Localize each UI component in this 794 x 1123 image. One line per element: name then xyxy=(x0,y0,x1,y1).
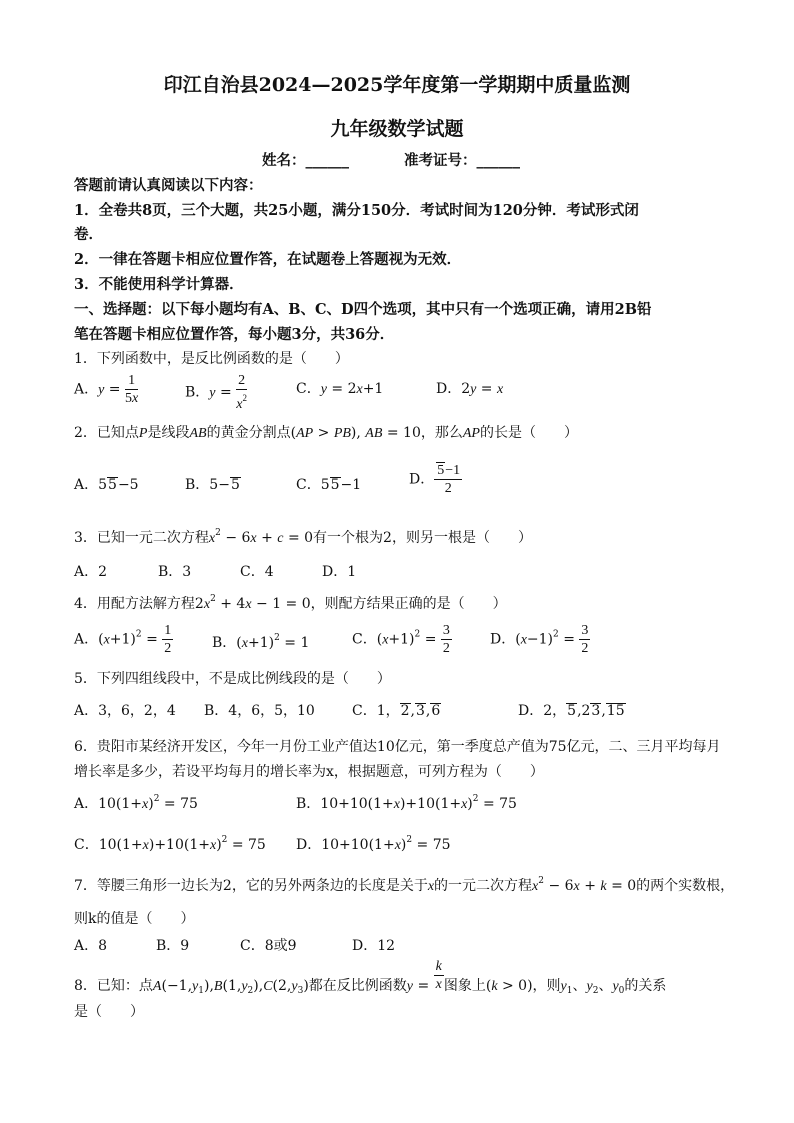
exam-title: 印江自治县2024—2025学年度第一学期期中质量监测 xyxy=(163,74,631,96)
question-7: 7．等腰三角形一边长为2，它的另外两条边的长度是关于x的一元二次方程$x^2 - 6x + k = 0$的两个实数根， xyxy=(74,876,735,894)
question-5: 5．下列四组线段中，不是成比例线段的是（ ） xyxy=(74,671,391,687)
question-3: 3．已知一元二次方程$x^2 - 6x + c = 0$有一个根为2，则另一根是（ ） xyxy=(74,528,532,546)
instruction-3: 3．不能使用科学计算器． xyxy=(74,276,244,293)
exam-subtitle: 九年级数学试题 xyxy=(330,118,464,140)
question-8-cont: 是（ ） xyxy=(74,1004,144,1020)
question-6: 6．贵阳市某经济开发区，今年一月份工业产值达10亿元，第一季度总产值为75亿元，二、三月平均每月 xyxy=(74,739,721,755)
exam-page: 印江自治县2024—2025学年度第一学期期中质量监测 九年级数学试题 姓名：______ 准考证号：______ 答题前请认真阅读以下内容： 1．全卷共8页，三个大题，共25小题，满分150分．考试时间为120分钟．考试形式闭 卷． 2．一律在答题卡相应位置作答，在试题卷上答题视为无效． 3．不能使用科学计算器． 一、选择题：以下每小题均有A、B、C、D四个选项，其中只有一个选项正确，请用2B铅 笔在答题卡相应位置作答，每小题3分，共36分． 1．下列函数中，是反比例函数的是（ ） A．y = $\frac{1}{5x}$ B．y = $\frac{2}{x^2}$ C．y = 2x+1 D．2y = x 2．已知点P是线段AB的黄金分割点(AP > PB), AB = 10，那么AP的长是（ ） A．55−5 B．5−5 C．55−1 D． $\frac{5-1}{2}$ 3．已知一元二次方程$x^2 - 6x + c = 0$有一个根为2，则另一根是（ ） A．2 B．3 C．4 D．1 4．用配方法解方程$2x^2 + 4x - 1 = 0$，则配方结果正确的是（ ） A．$(x+1)^2$ = $\frac{1}{2}$ B．$(x+1)^2 = 1$ C．$(x+1)^2$ = $\frac{3}{2}$ D．$(x-1)^2$ = $\frac{3}{2}$ 5．下列四组线段中，不是成比例线段的是（ ） A．3，6，2，4 B．4，6，5，10 C．1，2,3,6 D．2，5,23,15 6．贵阳市某经济开发区，今年一月份工业产值达10亿元，第一季度总产值为75亿元，二、三月平均每月 增长率是多少，若设平均每月的增长率为x，根据题意，可列方程为（ ） A．$10(1+x)^2 = 75$ B．$10+10(1+x)+10(1+x)^2 = 75$ C．$10(1+x)+10(1+x)^2 = 75$ D．$10+10(1+x)^2 = 75$ 7．等腰三角形一边长为2，它的另外两条边的长度是关于x的一元二次方程$x^2 - 6x + k = 0$的两个实数根， 则k的值是（ ） A．8 B．9 C．8或9 D．12 8．已知：点$A(-1,y_1),B(1,y_2),C(2,y_3)$都在反比例函数y = $\frac{k}{x}$ 图象上(k > 0)，则$y_1$、$y_2$、$y_0$的关系 是（ ） xyxy=(0,0,794,1123)
question-2: 2．已知点P是线段AB的黄金分割点(AP > PB), AB = 10，那么AP的长是（ ） xyxy=(74,425,578,441)
question-1: 1．下列函数中，是反比例函数的是（ ） xyxy=(74,351,349,367)
instruction-1-cont: 卷． xyxy=(74,226,103,243)
question-8: 8．已知：点$A(-1,y_1),B(1,y_2),C(2,y_3)$都在反比例函数y = $\frac{k}{x}$ 图象上(k > 0)，则$y_1$、$y_2$、$y_0$的关系 xyxy=(74,959,667,996)
instruction-2: 2．一律在答题卡相应位置作答，在试题卷上答题视为无效． xyxy=(74,251,462,268)
option-a: A．2 xyxy=(74,564,108,580)
instruction-1: 1．全卷共8页，三个大题，共25小题，满分150分．考试时间为120分钟．考试形式闭 xyxy=(74,202,639,219)
section-heading: 一、选择题：以下每小题均有A、B、C、D四个选项，其中只有一个选项正确，请用2B铅 xyxy=(74,301,652,318)
section-heading-cont: 笔在答题卡相应位置作答，每小题3分，共36分． xyxy=(74,326,395,343)
option-d: D．1 xyxy=(322,564,357,580)
question-4: 4．用配方法解方程$2x^2 + 4x - 1 = 0$，则配方结果正确的是（ ） xyxy=(74,594,507,612)
option-b: B．3 xyxy=(158,564,192,580)
question-6-cont: 增长率是多少，若设平均每月的增长率为x，根据题意，可列方程为（ ） xyxy=(74,764,544,780)
name-field-label: 姓名：______ xyxy=(262,152,349,169)
question-7-cont: 则k的值是（ ） xyxy=(74,911,195,927)
exam-number-label: 准考证号：______ xyxy=(404,152,520,169)
option-c: C．4 xyxy=(240,564,274,580)
instructions-heading: 答题前请认真阅读以下内容： xyxy=(74,177,263,194)
